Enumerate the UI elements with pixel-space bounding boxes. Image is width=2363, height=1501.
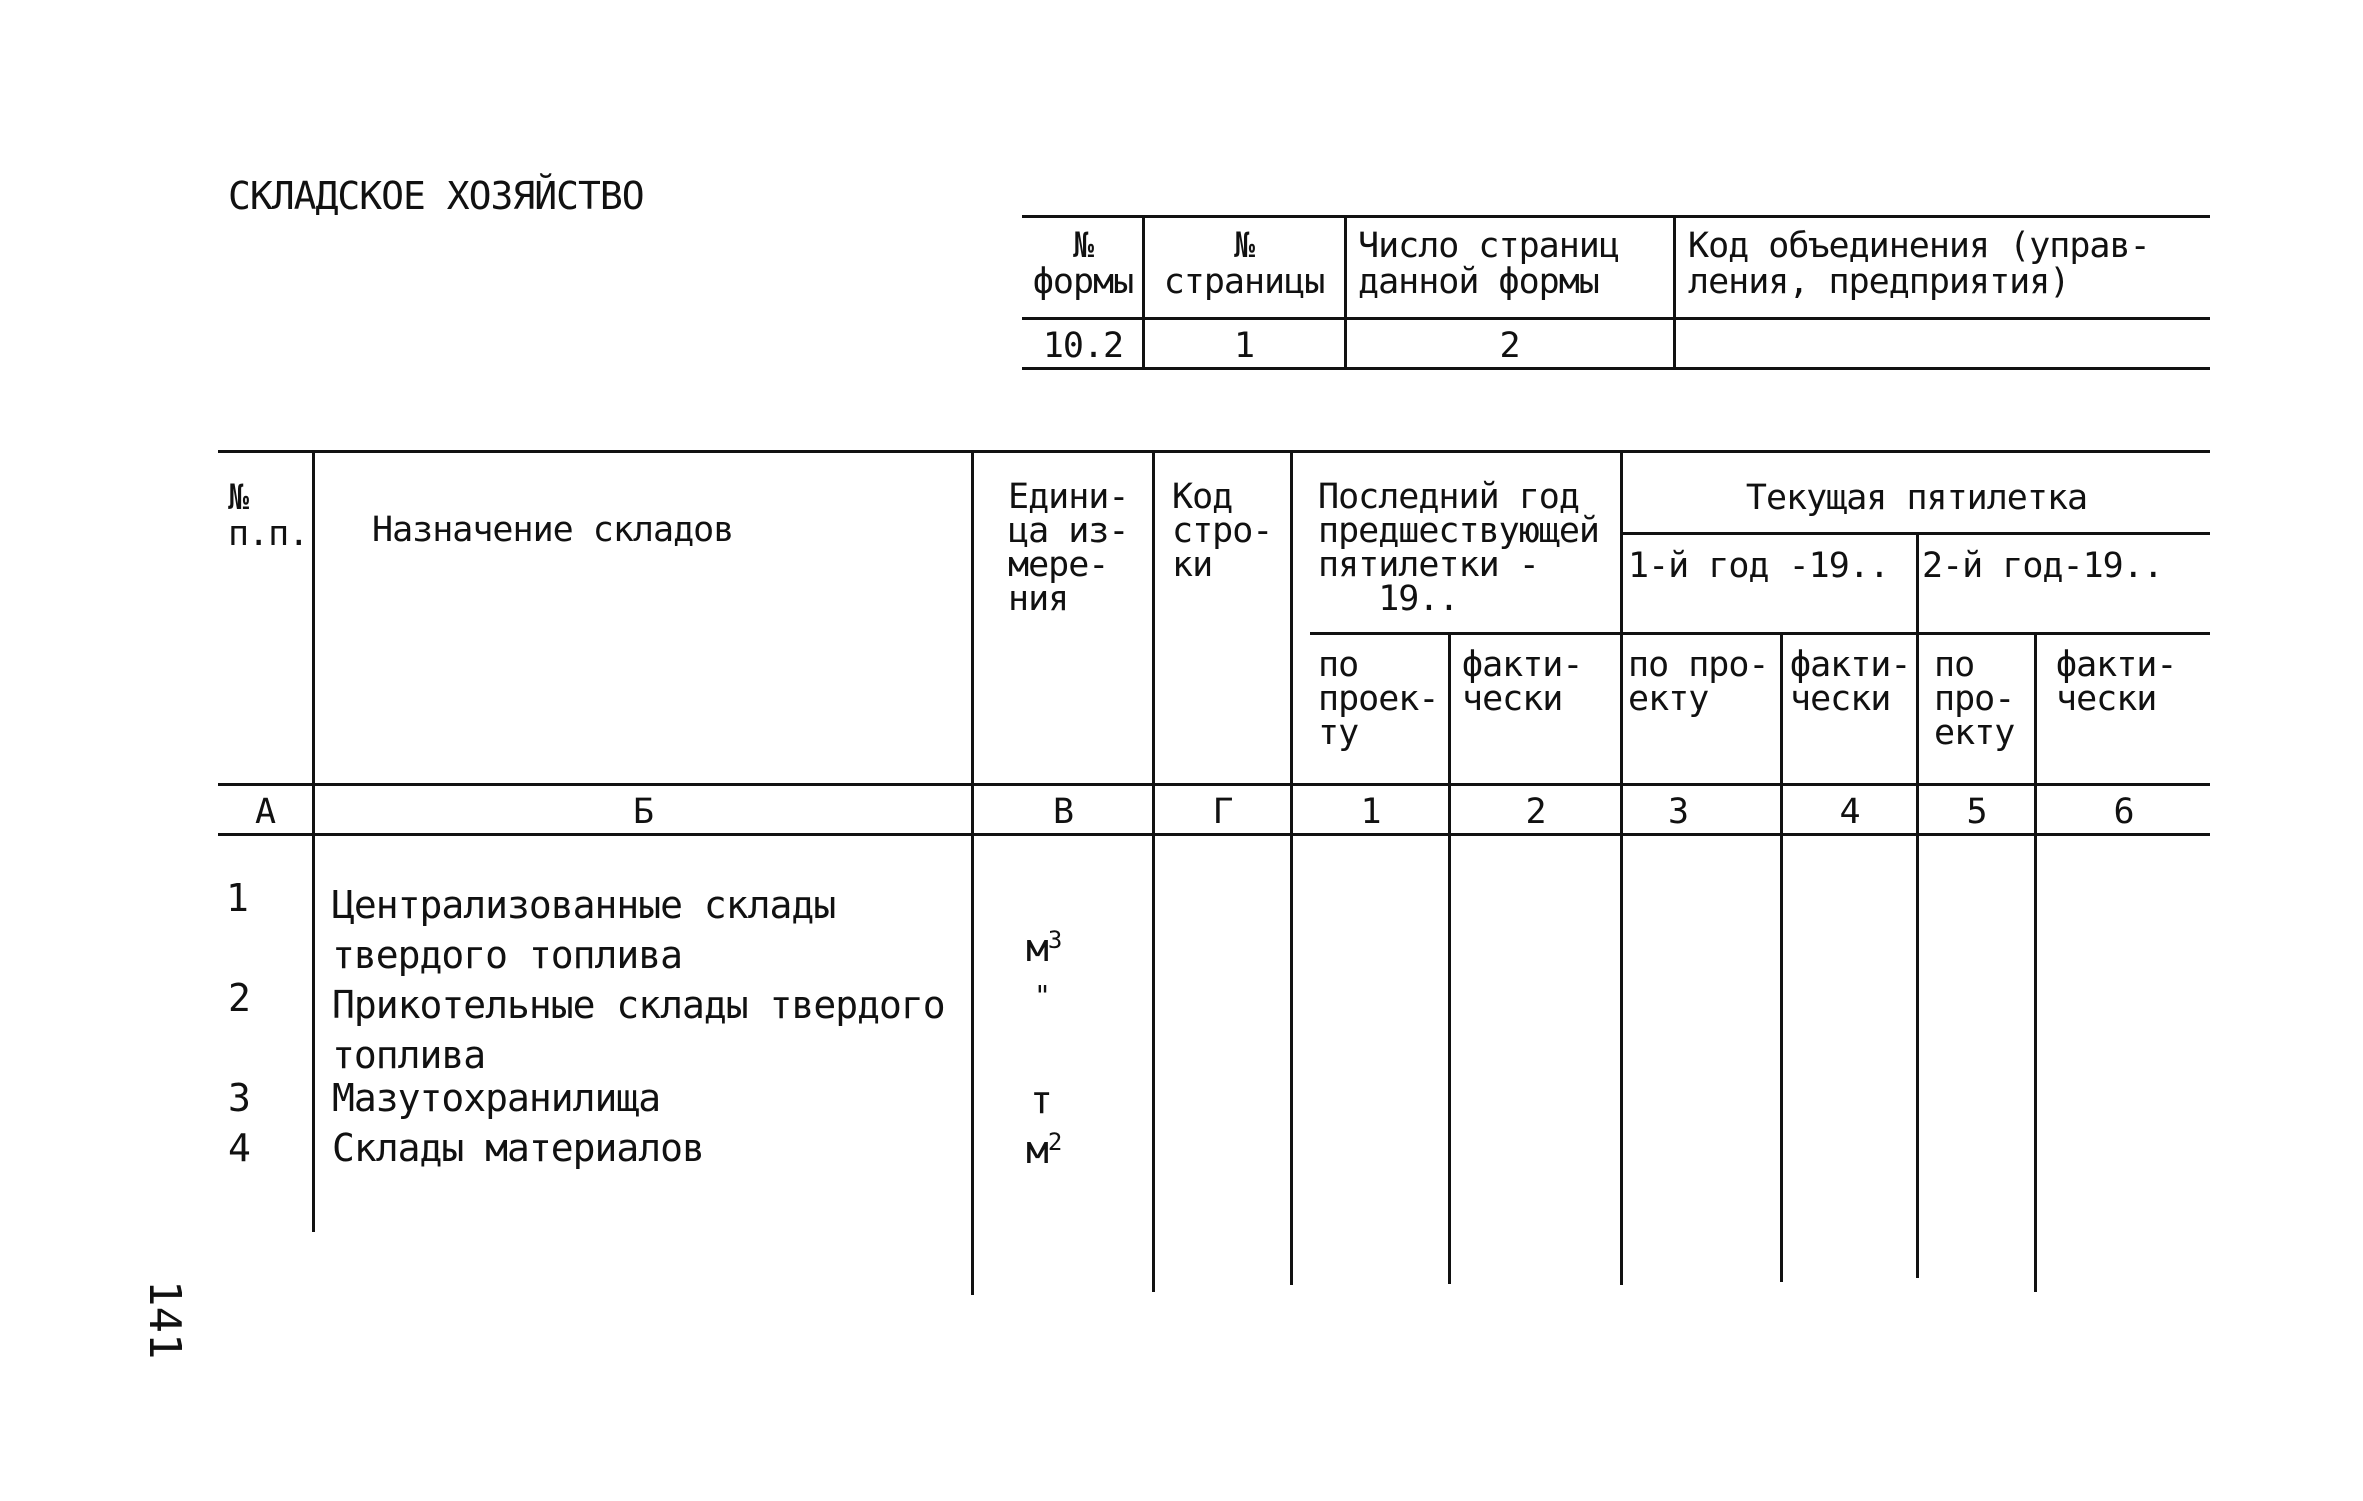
header-code: Код стро- ки	[1172, 477, 1273, 585]
pages-count-value: 2	[1499, 326, 1520, 366]
header-num: № п.п.	[228, 478, 309, 554]
row-4-unit: $м^2$	[1026, 1128, 1062, 1172]
org-code-header: Код объединения (управ- ления, предприятия)	[1688, 226, 2150, 302]
column-code-1: 1	[1360, 792, 1381, 832]
row-4-num: 4	[228, 1126, 250, 1170]
column-code-b: Б	[632, 792, 654, 832]
row-4-name: Склады материалов	[332, 1126, 704, 1170]
form-no-header: № формы	[1032, 226, 1134, 302]
header-last-year: Последний год предшествующей пятилетки - 19..	[1318, 477, 1600, 619]
row-2-num: 2	[228, 976, 250, 1020]
header-actual-1: факти- чески	[1462, 645, 1583, 719]
header-year-1: 1-й год -19..	[1628, 546, 1889, 586]
page-number: 141	[139, 1280, 190, 1360]
header-by-project-3: по про- екту	[1934, 645, 2015, 753]
row-1-unit: $м^3$	[1026, 926, 1062, 970]
form-no-value: 10.2	[1042, 326, 1124, 366]
column-code-4: 4	[1839, 792, 1860, 832]
header-actual-2: факти- чески	[1790, 645, 1911, 719]
page-no-header: № страницы	[1163, 226, 1325, 302]
row-3-name: Мазутохранилища	[332, 1076, 661, 1120]
page-title: СКЛАДСКОЕ ХОЗЯЙСТВО	[228, 174, 644, 218]
header-year-2: 2-й год-19..	[1922, 546, 2163, 586]
header-current-five-year: Текущая пятилетка	[1745, 478, 2088, 518]
page-no-value: 1	[1233, 326, 1255, 366]
column-code-6: 6	[2113, 792, 2134, 832]
row-1-num: 1	[226, 876, 248, 920]
row-2-unit: "	[1034, 979, 1050, 1012]
row-3-unit: т	[1030, 1078, 1052, 1122]
header-unit: Едини- ца из- мере- ния	[1008, 477, 1129, 619]
header-by-project-1: по проек- ту	[1318, 645, 1439, 753]
header-name: Назначение складов	[372, 510, 734, 550]
column-code-2: 2	[1525, 792, 1546, 832]
pages-count-header: Число страниц данной формы	[1358, 226, 1619, 302]
header-by-project-2: по про- екту	[1628, 645, 1769, 719]
column-code-g: Г	[1212, 792, 1233, 832]
row-2-name: Прикотельные склады твердого топлива	[332, 983, 945, 1077]
column-code-v: В	[1052, 792, 1074, 832]
row-1-name: Централизованные склады твердого топлива	[332, 883, 836, 977]
row-3-num: 3	[228, 1076, 250, 1120]
column-code-5: 5	[1966, 792, 1987, 832]
header-actual-3: факти- чески	[2056, 645, 2177, 719]
column-code-3: 3	[1667, 792, 1689, 832]
column-code-a: А	[254, 792, 276, 832]
